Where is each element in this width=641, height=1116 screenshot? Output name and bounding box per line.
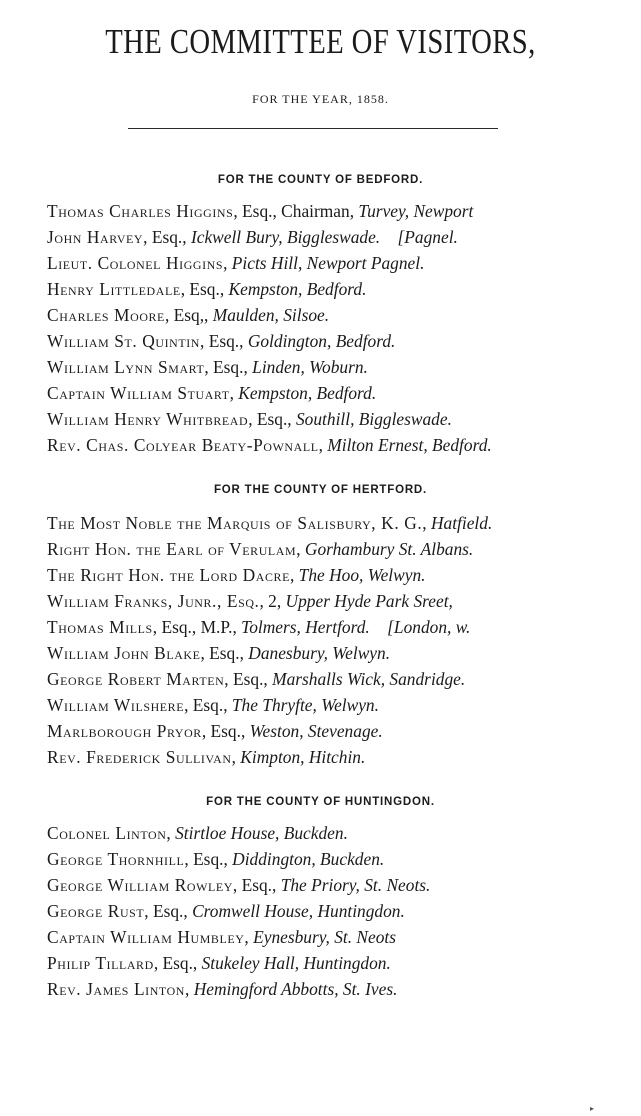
entry-title: , Esq., [224,669,273,689]
entry-name: George Robert Marten [47,669,225,689]
entry-name: Thomas Mills [47,617,153,637]
entry-residence: Hemingford Abbotts, St. Ives. [193,979,398,999]
entry-title: , Esq., [184,849,233,869]
list-item [47,820,633,846]
entry-name: Right Hon. the Earl of Verulam [47,539,297,559]
entry-residence: Tolmers, Hertford. [241,617,370,637]
list-item [47,692,633,718]
entry-residence: Eynesbury, St. Neots [253,927,397,947]
entry-name: Henry Littledale [47,279,181,299]
entry-residence: Ickwell Bury, Biggleswade. [190,227,381,247]
entry-name: William Wilshere [47,695,185,715]
list-item [47,536,633,562]
list-item [47,354,633,380]
list-item [47,898,633,924]
entry-residence: Gorhambury St. Albans. [304,539,474,559]
entry-title: , Esq., [153,953,202,973]
divider-rule [128,128,498,129]
list-item [47,666,633,692]
entry-name: Rev. Frederick Sullivan [47,747,232,767]
entry-residence: Kimpton, Hitchin. [240,747,366,767]
entry-name: Rev. Chas. Colyear Beaty-Pownall [47,435,319,455]
entry-name: Marlborough Pryor [47,721,202,741]
entry-name: William John Blake [47,643,201,663]
entry-name: George Thornhill [47,849,185,869]
entry-name: Thomas Charles Higgins [47,201,234,221]
list-item [47,250,633,276]
entry-name: Philip Tillard [47,953,154,973]
list-item [47,950,633,976]
entry-title: , [223,253,232,273]
entry-name: Charles Moore [47,305,165,325]
entry-name: William St. Quintin [47,331,201,351]
list-item [47,302,633,328]
entry-name: John Harvey [47,227,144,247]
entry-name: Lieut. Colonel Higgins [47,253,224,273]
entry-residence: Stukeley Hall, Huntingdon. [201,953,391,973]
entry-name: Captain William Stuart [47,383,230,403]
entry-title: , Esq., [144,901,193,921]
entry-residence: Kempston, Bedford. [238,383,377,403]
list-item [47,406,633,432]
entry-residence: Turvey, Newport [358,201,474,221]
page-title: THE COMMITTEE OF VISITORS, [105,22,536,61]
entry-residence: Marshalls Wick, Sandridge. [272,669,466,689]
entry-title: , Esq., [200,331,248,351]
entry-title: , Esq,, [164,305,213,325]
entry-residence: Kempston, Bedford. [228,279,367,299]
entry-name: William Henry Whitbread [47,409,249,429]
entry-residence: Cromwell House, Huntingdon. [192,901,405,921]
list-item [47,924,633,950]
entry-title: , Esq., [248,409,296,429]
section-heading-bedford: FOR THE COUNTY OF BEDFORD. [217,174,424,186]
list-item [47,614,633,640]
list-item [47,846,633,872]
entry-name: George William Rowley [47,875,233,895]
page-subtitle: FOR THE YEAR, 1858. [252,92,389,106]
list-item [47,276,633,302]
entry-title: , [166,823,176,843]
entry-title: , [296,539,305,559]
list-item [47,744,633,770]
list-item [47,976,633,1002]
section-list-bedford [47,198,637,458]
entry-residence: Picts Hill, Newport Pagnel. [231,253,425,273]
entry-name: The Right Hon. the Lord Dacre [47,565,290,585]
section-heading-hertford: FOR THE COUNTY OF HERTFORD. [213,484,428,496]
entry-title: , Esq., M.P., [152,617,242,637]
entry-residence: Maulden, Silsoe. [212,305,330,325]
list-item [47,562,633,588]
page-mark: ▸ [590,1104,595,1113]
entry-note: [London, w. [387,617,471,637]
list-item [47,380,633,406]
entry-residence: Danesbury, Welwyn. [248,643,391,663]
section-list-huntingdon [47,820,637,1002]
section-heading-huntingdon: FOR THE COUNTY OF HUNTINGDON. [206,796,435,808]
entry-title: , Esq., [184,695,232,715]
entry-name: William Lynn Smart [47,357,205,377]
list-item [47,640,633,666]
entry-title: , Esq., [204,357,253,377]
entry-title: , Esq., [143,227,191,247]
entry-title: , [244,927,254,947]
entry-title: , [422,513,431,533]
entry-title: , [289,565,299,585]
entry-name: Captain William Humbley [47,927,245,947]
list-item [47,432,633,458]
entry-title: , Esq., [200,643,249,663]
list-item [47,224,633,250]
list-item [47,510,633,536]
entry-residence: Hatfield. [430,513,493,533]
entry-title: , [229,383,239,403]
entry-name: George Rust [47,901,145,921]
entry-residence: Southill, Biggleswade. [295,409,452,429]
entry-residence: The Hoo, Welwyn. [298,565,426,585]
entry-name: The Most Noble the Marquis of Salisbury, K. G. [47,513,423,533]
entry-residence: Goldington, Bedford. [247,331,396,351]
list-item [47,718,633,744]
entry-name: Colonel Linton [47,823,167,843]
entry-name: William Franks, Junr., Esq. [47,591,260,611]
entry-residence: The Thryfte, Welwyn. [231,695,379,715]
entry-title: , Esq., [232,875,281,895]
entry-title: , [231,747,241,767]
list-item [47,872,633,898]
entry-title: , 2, [259,591,286,611]
entry-residence: The Priory, St. Neots. [280,875,431,895]
list-item [47,588,633,614]
entry-title: , Esq., [201,721,250,741]
entry-residence: Diddington, Buckden. [232,849,385,869]
entry-residence: Upper Hyde Park Sreet, [285,591,453,611]
entry-name: Rev. James Linton [47,979,186,999]
section-list-hertford [47,510,637,770]
entry-residence: Linden, Woburn. [252,357,368,377]
entry-residence: Stirtloe House, Buckden. [175,823,348,843]
entry-residence: Milton Ernest, Bedford. [327,435,492,455]
entry-title: , Esq., Chairman, [233,201,359,221]
entry-title: , [318,435,328,455]
entry-note: [Pagnel. [397,227,458,247]
entry-title: , Esq., [180,279,229,299]
entry-residence: Weston, Stevenage. [249,721,383,741]
list-item [47,328,633,354]
list-item [47,198,633,224]
entry-title: , [185,979,194,999]
